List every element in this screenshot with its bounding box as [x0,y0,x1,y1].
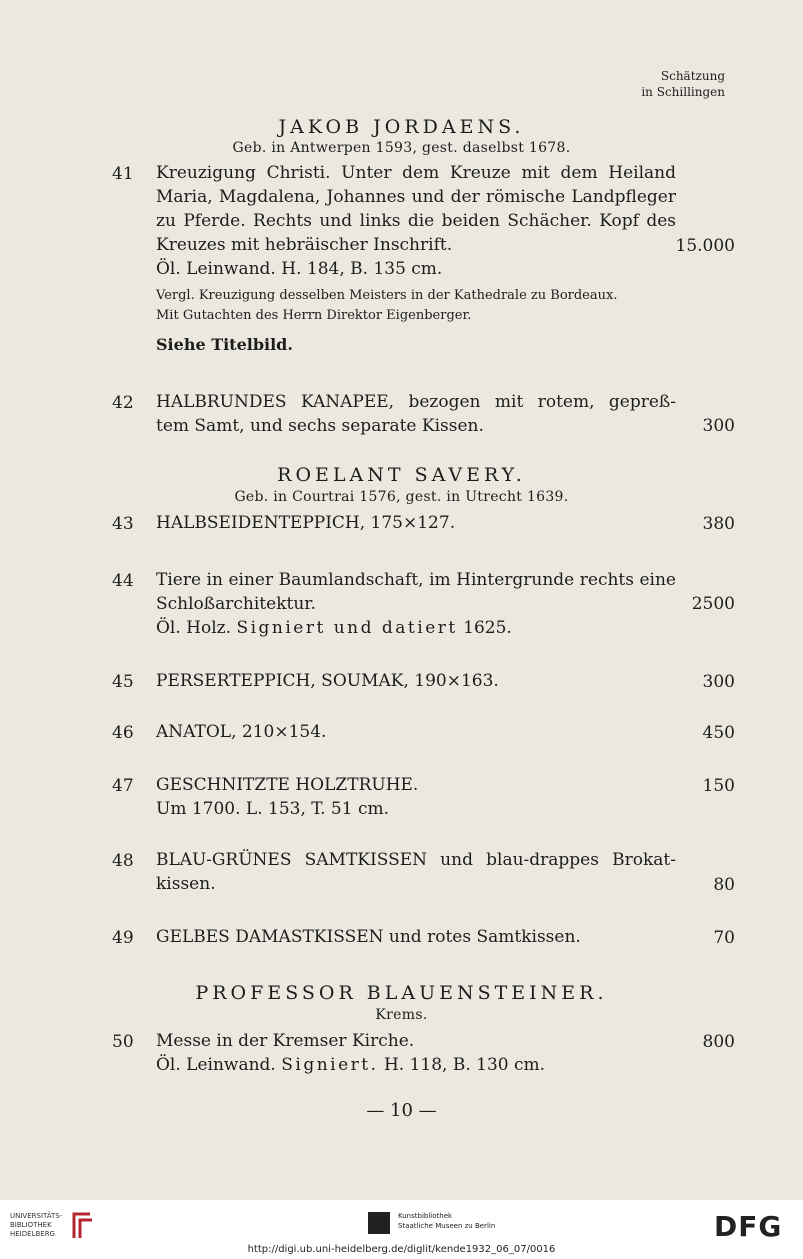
lot-48-line: BLAU-GRÜNES SAMTKISSEN und blau-drappes Brokat- [156,850,676,870]
lot-44-medium [156,616,676,640]
lot-number-43: 43 [112,514,134,534]
lot-50-line: Messe in der Kremser Kirche. [156,1031,415,1051]
lot-42-line: tem Samt, und sechs separate Kissen. [156,416,484,436]
lot-number-49: 49 [112,928,134,948]
lot-50-price: 800 [702,1032,735,1052]
estimate-header-line2: in Schillingen [641,85,725,99]
lot-47-description [156,773,676,821]
lot-number-50: 50 [112,1032,134,1052]
lot-number-48: 48 [112,851,134,871]
lot-number-47: 47 [112,776,134,796]
artist-bio-savery: Geb. in Courtrai 1576, gest. in Utrecht 1639. [234,489,569,505]
lot-46-description [156,720,676,744]
kb-logo-line: Kunstbibliothek [398,1212,453,1220]
kb-logo-line: Staatliche Museen zu Berlin [398,1222,496,1230]
lot-number-41: 41 [112,164,134,184]
lot-48-price: 80 [713,875,735,895]
lot-number-45: 45 [112,672,134,692]
lot-41-line: Kreuzigung Christi. Unter dem Kreuze mit dem Heiland [156,163,676,183]
lot-45-price: 300 [702,672,735,692]
lot-41-title-image-note: Siehe Titelbild. [156,335,293,354]
lot-41-note-expertise: Mit Gutachten des Herrn Direktor Eigenberger. [156,308,472,323]
lot-43-description [156,511,676,535]
lot-44-year: 1625. [463,618,512,638]
lot-45-line: PERSERTEPPICH, SOUMAK, 190×163. [156,671,499,691]
lot-47-line: GESCHNITZTE HOLZTRUHE. [156,775,419,795]
lot-44-medium-text: Öl. Holz. [156,618,232,638]
lot-49-price: 70 [713,928,735,948]
lot-42-price: 300 [702,416,735,436]
permalink-url[interactable]: http://digi.ub.uni-heidelberg.de/diglit/kende1932_06_07/0016 [247,1244,556,1255]
lot-49-line: GELBES DAMASTKISSEN und rotes Samtkissen. [156,927,581,947]
lot-41-notes [156,286,676,326]
lot-47-price: 150 [702,776,735,796]
lot-number-42: 42 [112,393,134,413]
dfg-logo[interactable]: DFG [714,1210,783,1243]
lot-42-line: HALBRUNDES KANAPEE, bezogen mit rotem, gepreß- [156,392,676,412]
lot-44-signature: Signiert und datiert [236,618,458,638]
kunstbibliothek-logo-icon[interactable] [368,1212,390,1234]
artist-heading-blauensteiner: PROFESSOR BLAUENSTEINER. [195,982,608,1004]
lot-50-signature: Signiert. [281,1055,379,1075]
artist-heading-savery: ROELANT SAVERY. [277,464,526,486]
lot-43-price: 380 [702,514,735,534]
ub-heidelberg-logo-text[interactable] [10,1212,62,1239]
lot-41-line: Kreuzes mit hebräischer Inschrift. [156,235,453,255]
lot-49-description [156,925,676,949]
lot-41-description [156,161,676,281]
lot-41-line: Maria, Magdalena, Johannes und der römische Landpfleger [156,187,676,207]
lot-50-description [156,1029,676,1077]
kunstbibliothek-logo-text[interactable] [398,1211,495,1231]
lot-50-medium-text: Öl. Leinwand. [156,1055,276,1075]
lot-47-line: Um 1700. L. 153, T. 51 cm. [156,799,390,819]
lot-45-description [156,669,676,693]
lot-46-line: ANATOL, 210×154. [156,722,327,742]
artist-bio-jordaens: Geb. in Antwerpen 1593, gest. daselbst 1678. [232,140,571,156]
lot-48-line: kissen. [156,874,216,894]
artist-bio-blauensteiner: Krems. [375,1007,428,1023]
lot-44-line: Tiere in einer Baumlandschaft, im Hintergrunde rechts eine [156,570,676,590]
ub-logo-line: UNIVERSITÄTS- [10,1212,63,1220]
lot-50-dimensions: H. 118, B. 130 cm. [383,1055,546,1075]
lot-43-line: HALBSEIDENTEPPICH, 175×127. [156,513,456,533]
estimate-header [641,68,725,100]
lot-41-medium: Öl. Leinwand. H. 184, B. 135 cm. [156,259,443,279]
ub-logo-line: BIBLIOTHEK [10,1221,52,1229]
lot-41-price: 15.000 [675,236,735,256]
lot-48-description [156,848,676,896]
lot-41-note-comparison: Vergl. Kreuzigung desselben Meisters in der Kathedrale zu Bordeaux. [156,288,618,303]
lot-46-price: 450 [702,723,735,743]
lot-42-description [156,390,676,438]
page-number: — 10 — [366,1100,437,1121]
lot-50-medium [156,1053,676,1077]
lot-41-line: zu Pferde. Rechts und links die beiden Schächer. Kopf des [156,211,676,231]
ub-heidelberg-logo-icon[interactable] [70,1210,96,1240]
ub-logo-line: HEIDELBERG [10,1230,55,1238]
lot-44-price: 2500 [691,594,735,614]
lot-44-description [156,568,676,640]
lot-number-46: 46 [112,723,134,743]
lot-44-line: Schloßarchitektur. [156,594,316,614]
estimate-header-line1: Schätzung [660,69,725,83]
lot-number-44: 44 [112,571,134,591]
artist-heading-jordaens: JAKOB JORDAENS. [278,116,525,138]
